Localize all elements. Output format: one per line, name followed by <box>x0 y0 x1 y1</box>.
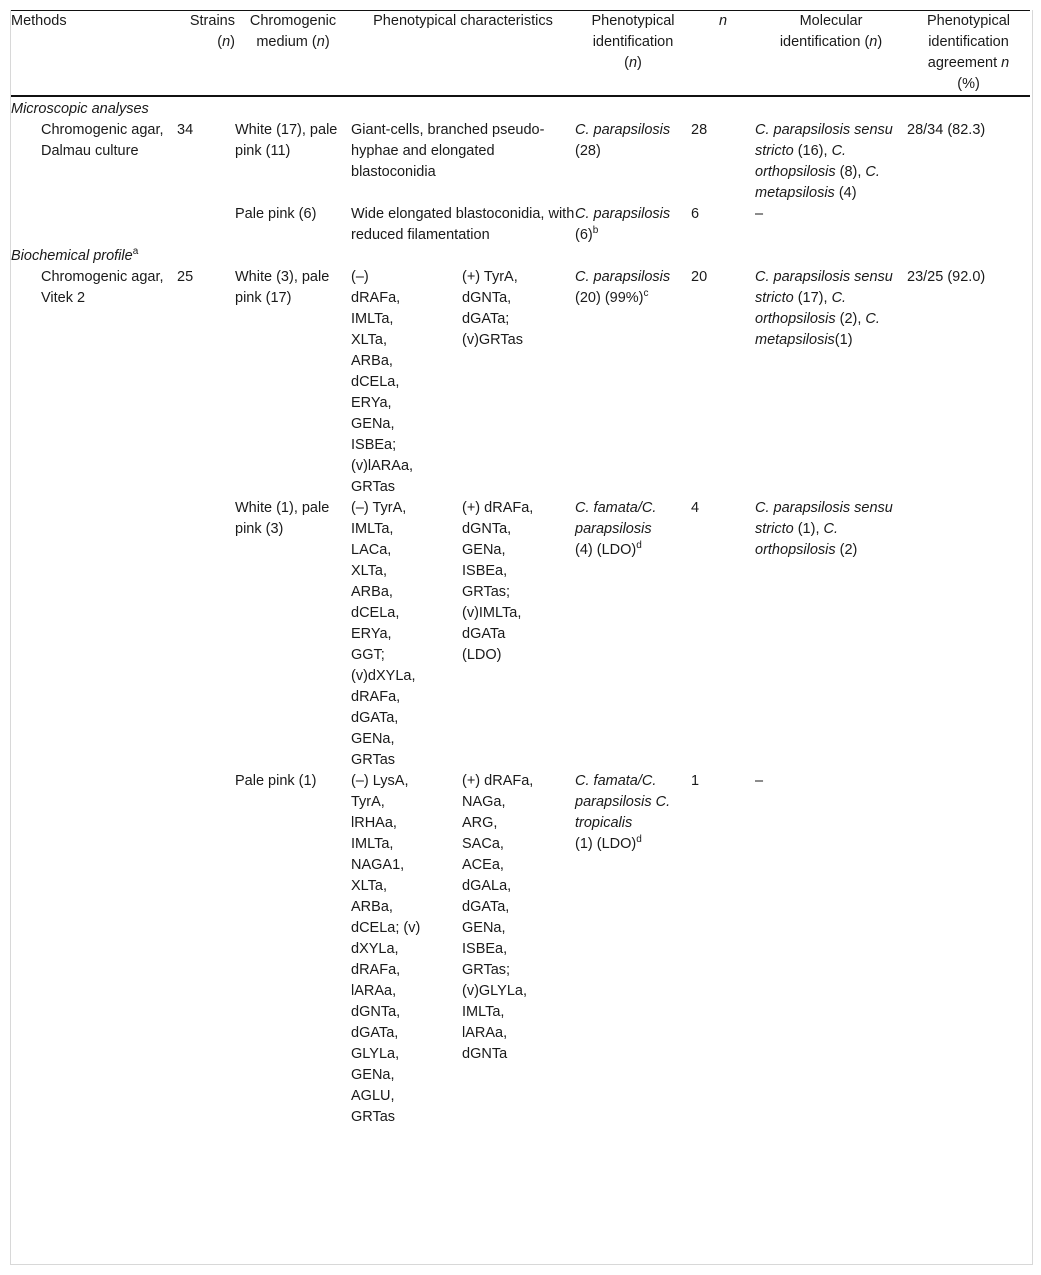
cell-molecular-identification: C. parapsilosis sensu stricto (17), C. orthopsilosis (2), C. metapsilosis(1) <box>755 269 893 348</box>
cell-phenotypical-identification: C. famata/C. parapsilosis (4) (LDO)$^d$ <box>575 500 657 558</box>
cell-phenotypical-identification: C. parapsilosis (20) $(99\%)^c$ <box>575 269 671 306</box>
cell-strains: 34 <box>177 122 194 138</box>
header-n: n <box>691 11 755 97</box>
table-row <box>11 498 1030 771</box>
cell-chromogenic: Pale pink (6) <box>235 206 317 222</box>
cell-molecular-identification: – <box>755 773 764 789</box>
cell-method: Chromogenic agar, Dalmau culture <box>41 122 164 159</box>
cell-positive-reactions: (+) dRAFa, NAGa, ARG, SACa, ACEa, dGALa, dGATa, GENa, ISBEa, GRTas; (v)GLYLa, IMLTa, lARAa, dGNTa <box>462 773 534 1062</box>
cell-n: 20 <box>691 269 708 285</box>
header-identification-agreement: Phenotypical identification agreement n (%) <box>907 11 1030 97</box>
results-table <box>11 10 1030 1128</box>
cell-positive-reactions: (+) dRAFa, dGNTa, GENa, ISBEa, GRTas; (v)IMLTa, dGATa (LDO) <box>462 500 534 663</box>
cell-n: 1 <box>691 773 700 789</box>
header-molecular-identification: Molecular identification (n) <box>755 11 907 97</box>
cell-phenotypical-identification: C. parapsilosis $(6)^b$ <box>575 206 671 243</box>
cell-chromogenic: Pale pink (1) <box>235 773 317 789</box>
cell-molecular-identification: C. parapsilosis sensu stricto (1), C. orthopsilosis (2) <box>755 500 893 558</box>
table-row <box>11 120 1030 204</box>
cell-n: 4 <box>691 500 700 516</box>
cell-positive-reactions: (+) TyrA, dGNTa, dGATa; (v)GRTas <box>462 269 523 348</box>
table-header <box>11 11 1030 97</box>
cell-chromogenic: White (3), pale pink (17) <box>235 269 330 306</box>
header-phenotypical-characteristics: Phenotypical characteristics <box>351 11 575 97</box>
header-strains: Strains (n) <box>165 11 235 97</box>
section-microscopic-analyses: Microscopic analyses <box>11 101 149 117</box>
cell-n: 28 <box>691 122 708 138</box>
cell-phenotypical-characteristics: Wide elongated blastoconidia, with reduced filamentation <box>351 206 575 243</box>
section-biochemical-profile: Biochemical profile$^a$ <box>11 246 139 264</box>
cell-phenotypical-identification: C. famata/C. parapsilosis C. tropicalis (1) (LDO)$^d$ <box>575 773 671 852</box>
cell-negative-reactions: (–) LysA, TyrA, lRHAa, IMLTa, NAGA1, XLTa, ARBa, dCELa; (v) dXYLa, dRAFa, lARAa, dGNTa, dGATa, GLYLa, GENa, AGLU, GRTas <box>351 773 421 1125</box>
cell-strains: 25 <box>177 269 194 285</box>
cell-molecular-identification: – <box>755 206 764 222</box>
cell-n: 6 <box>691 206 700 222</box>
header-methods: Methods <box>11 11 165 97</box>
cell-phenotypical-identification: C. parapsilosis (28) <box>575 122 671 159</box>
header-chromogenic-medium: Chromogenic medium (n) <box>235 11 351 97</box>
cell-agreement: 23/25 (92.0) <box>907 269 986 285</box>
cell-chromogenic: White (1), pale pink (3) <box>235 500 330 537</box>
table-row <box>11 267 1030 498</box>
table-row <box>11 204 1030 246</box>
table-row <box>11 771 1030 1128</box>
cell-negative-reactions: (–) dRAFa, IMLTa, XLTa, ARBa, dCELa, ERYa, GENa, ISBEa; (v)lARAa, GRTas <box>351 269 414 495</box>
cell-agreement: 28/34 (82.3) <box>907 122 986 138</box>
cell-method: Chromogenic agar, Vitek 2 <box>41 269 164 306</box>
cell-negative-reactions: (–) TyrA, IMLTa, LACa, XLTa, ARBa, dCELa, ERYa, GGT; (v)dXYLa, dRAFa, dGATa, GENa, GRTas <box>351 500 416 768</box>
cell-molecular-identification: C. parapsilosis sensu stricto (16), C. orthopsilosis (8), C. metapsilosis (4) <box>755 122 893 201</box>
cell-chromogenic: White (17), pale pink (11) <box>235 122 338 159</box>
cell-phenotypical-characteristics: Giant-cells, branched pseudo-hyphae and elongated blastoconidia <box>351 122 545 180</box>
header-phenotypical-identification: Phenotypical identification (n) <box>575 11 691 97</box>
